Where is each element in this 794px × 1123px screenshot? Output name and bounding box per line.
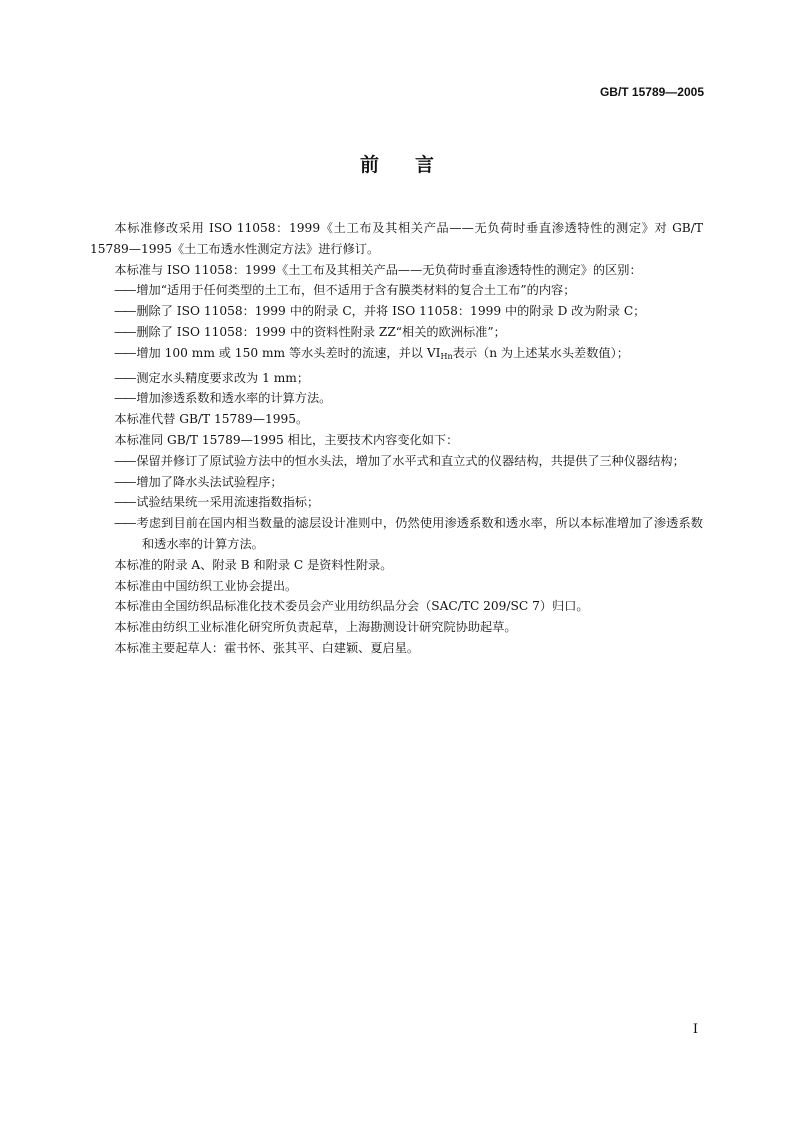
standard-code: GB/T 15789—2005 (599, 85, 704, 99)
dash-item: —— 增加“适用于任何类型的土工布，但不适用于含有膜类材料的复合土工布”的内容； (90, 280, 703, 301)
dash-item: —— 测定水头精度要求改为 1 mm； (90, 368, 703, 389)
paragraph: 本标准同 GB/T 15789—1995 相比，主要技术内容变化如下： (114, 432, 459, 447)
dash-item: —— 删除了 ISO 11058：1999 中的附录 C，并将 ISO 11058：1999 中的附录 D 改为附录 C； (90, 301, 703, 322)
dash-item: —— 增加了降水头法试验程序； (90, 472, 703, 493)
paragraph: 本标准代替 GB/T 15789—1995。 (114, 412, 309, 427)
dash-item: —— 增加渗透系数和透水率的计算方法。 (90, 388, 703, 409)
paragraph: 本标准由全国纺织品标准化技术委员会产业用纺织品分会（SAC/TC 209/SC 7）归口。 (114, 599, 589, 614)
foreword-body (90, 218, 703, 659)
dash-item: —— 试验结果统一采用流速指数指标； (90, 492, 703, 513)
dash-item-text: 增加 100 mm 或 150 mm 等水头差时的流速，并以 VI (136, 345, 441, 360)
dash-item-text: 表示（n 为上述某水头差数值）； (452, 345, 629, 360)
paragraph: 本标准的附录 A、附录 B 和附录 C 是资料性附录。 (114, 557, 393, 572)
paragraph: 本标准主要起草人：霍书怀、张其平、白建颖、夏启星。 (114, 640, 420, 655)
dash-item: —— 删除了 ISO 11058：1999 中的资料性附录 ZZ“相关的欧洲标准”； (90, 322, 703, 343)
dash-item: —— 保留并修订了原试验方法中的恒水头法，增加了水平式和直立式的仪器结构，共提供了三种仪器结构； (90, 451, 703, 472)
paragraph: 本标准与 ISO 11058：1999《土工布及其相关产品——无负荷时垂直渗透特性的测定》的区别： (114, 262, 642, 277)
dash-item (90, 343, 703, 368)
dash-item: —— 考虑到目前在国内相当数量的滤层设计准则中，仍然使用渗透系数和透水率，所以本标准增加了渗透系数和透水率的计算方法。 (90, 513, 703, 555)
paragraph: 本标准修改采用 ISO 11058：1999《土工布及其相关产品——无负荷时垂直渗透特性的测定》对 GB/T 15789—1995《土工布透水性测定方法》进行修订。 (90, 221, 703, 256)
paragraph: 本标准由纺织工业标准化研究所负责起草，上海勘测设计研究院协助起草。 (114, 620, 517, 635)
page-title: 前言 (359, 154, 470, 176)
paragraph: 本标准由中国纺织工业协会提出。 (114, 578, 298, 593)
subscript: Hn (440, 351, 453, 361)
page-number: I (692, 1022, 698, 1037)
